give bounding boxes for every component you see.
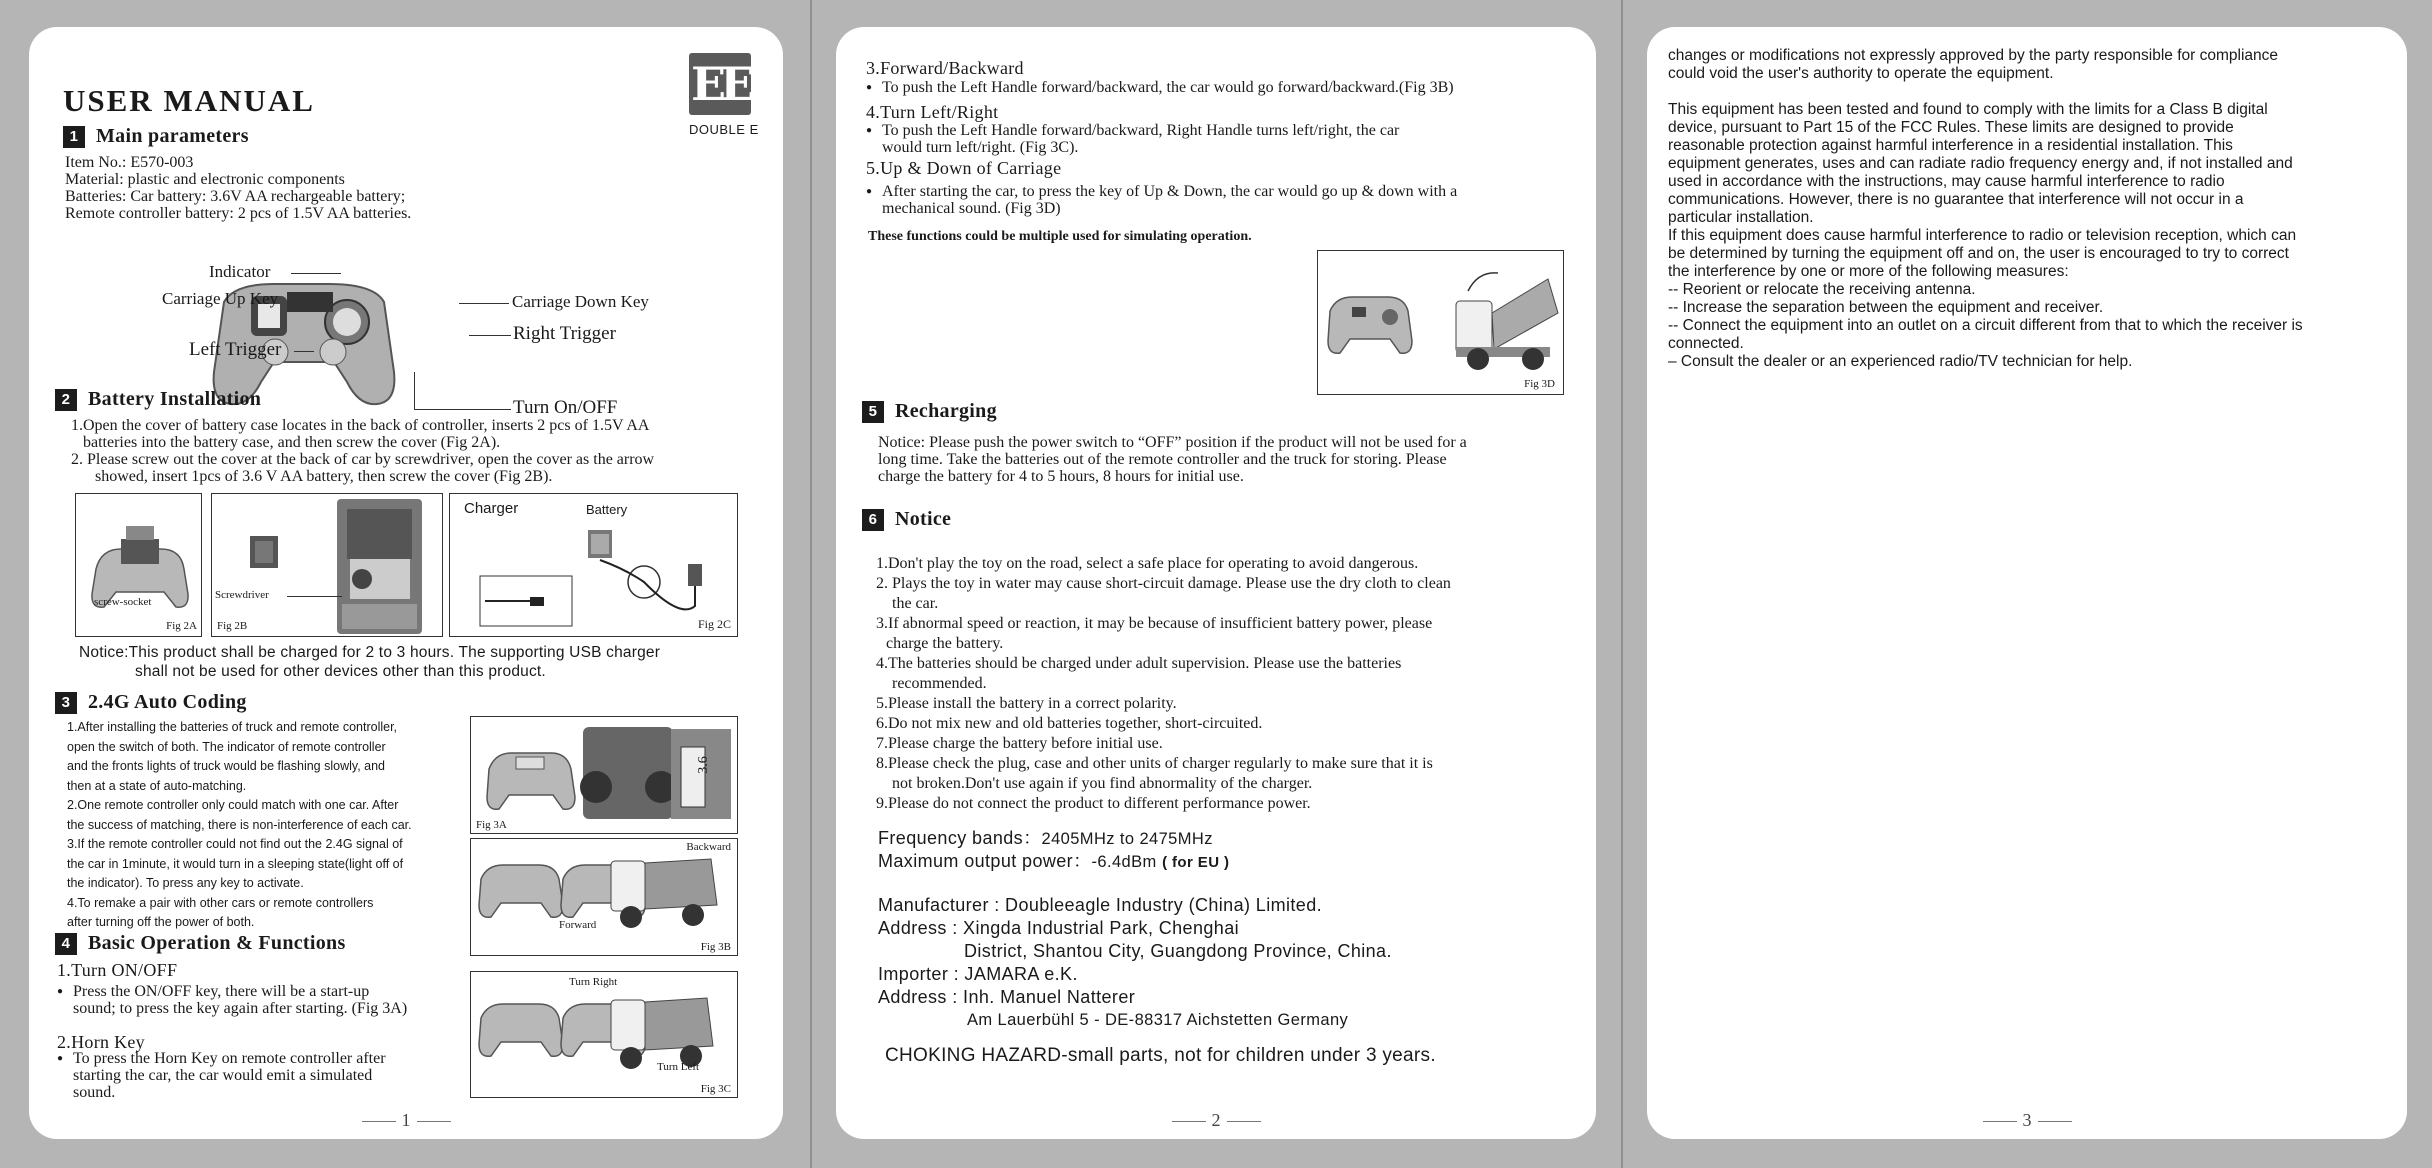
truck-back-illustration	[212, 494, 442, 636]
fcc-line: equipment generates, uses and can radiate radio frequency energy and, if not installed and	[1668, 155, 2293, 172]
coding-line: then at a state of auto-matching.	[67, 778, 247, 793]
controller-back-illustration	[76, 494, 201, 636]
callout-carriage-up: Carriage Up Key	[162, 289, 279, 308]
fig-2b-label: Fig 2B	[217, 620, 248, 632]
section-main-parameters	[63, 125, 249, 148]
fcc-line: used in accordance with the instructions, may cause harmful interference to radio	[1668, 173, 2225, 190]
address-line: Am Lauerbühl 5 - DE-88317 Aichstetten Germany	[967, 1011, 1349, 1029]
fcc-line: particular installation.	[1668, 209, 1814, 226]
instruction-line: showed, insert 1pcs of 3.6 V AA battery, then screw the cover (Fig 2B).	[95, 468, 553, 485]
notice-item: not broken.Don't use again if you find abnormality of the charger.	[892, 775, 1313, 792]
fcc-line: If this equipment does cause harmful interference to radio or television reception, which can	[1668, 227, 2297, 244]
section-number: 3	[55, 692, 77, 714]
turn-left-label: Turn Left	[657, 1061, 700, 1073]
notice-item: 4.The batteries should be charged under adult supervision. Please use the batteries	[876, 655, 1402, 672]
coding-line: 1.After installing the batteries of truck and remote controller,	[67, 720, 398, 734]
leader-line	[469, 335, 511, 336]
controller-truck-back-illustration	[471, 717, 737, 833]
fig-3c-label: Fig 3C	[700, 1083, 731, 1095]
coding-line: the success of matching, there is non-interference of each car.	[67, 817, 412, 832]
page-number-2	[836, 1110, 1596, 1131]
auto-coding-text	[67, 718, 412, 933]
forward-backward-heading: 3.Forward/Backward	[866, 58, 1024, 78]
address-line: Inh. Manuel Natterer	[963, 987, 1136, 1007]
operation-line: mechanical sound. (Fig 3D)	[882, 200, 1061, 217]
section-title: Basic Operation & Functions	[88, 932, 346, 954]
fcc-line: – Consult the dealer or an experienced radio/TV technician for help.	[1668, 353, 2133, 370]
recharging-line: charge the battery for 4 to 5 hours, 8 hours for initial use.	[878, 468, 1244, 485]
instruction-line: 2. Please screw out the cover at the back of car by screwdriver, open the cover as the arrow	[71, 451, 655, 468]
fcc-line: -- Connect the equipment into an outlet on a circuit different from that to which the receiver is	[1668, 317, 2303, 334]
figure-2b	[211, 493, 443, 637]
page-number-1	[29, 1110, 783, 1131]
battery-installation-text	[71, 417, 654, 485]
horn-key-text	[57, 1050, 477, 1101]
page-number: 1	[401, 1110, 411, 1130]
leader-line	[414, 409, 511, 410]
callout-carriage-down: Carriage Down Key	[512, 292, 649, 311]
instruction-line: batteries into the battery case, and then screw the cover (Fig 2A).	[83, 434, 501, 451]
section-title: Main parameters	[96, 125, 249, 147]
callout-left-trigger: Left Trigger	[189, 339, 282, 360]
manufacturer-info	[878, 894, 1392, 1032]
page-number-3	[1647, 1110, 2407, 1131]
operation-line: After starting the car, to press the key of Up & Down, the car would go up & down with a	[882, 183, 1458, 200]
notice-item: charge the battery.	[886, 635, 1004, 652]
battery-voltage-mark: 3.6	[695, 756, 711, 774]
charger-label: Charger	[464, 500, 519, 517]
figure-3c	[470, 971, 738, 1098]
notice-item: recommended.	[892, 675, 987, 692]
section-title: Recharging	[895, 400, 997, 422]
coding-line: 3.If the remote controller could not find out the 2.4G signal of	[67, 837, 403, 851]
power-value: -6.4dBm	[1091, 853, 1157, 871]
fcc-line: reasonable protection against harmful interference in a residential installation. This	[1668, 137, 2233, 154]
frequency-label: Frequency bands：	[878, 828, 1042, 848]
coding-line: and the fronts lights of truck would be flashing slowly, and	[67, 759, 385, 773]
logo-mark: EE	[690, 57, 750, 111]
section-number: 5	[862, 401, 884, 423]
callout-turn-onoff: Turn On/OFF	[513, 397, 618, 418]
fcc-line: be determined by turning the equipment off and on, the user is encouraged to try to correct	[1668, 245, 2289, 262]
notice-item: 1.Don't play the toy on the road, select a safe place for operating to avoid dangerous.	[876, 555, 1419, 572]
screwdriver-label: Screwdriver	[215, 589, 269, 601]
notice-item: 3.If abnormal speed or reaction, it may be because of insufficient battery power, please	[876, 615, 1433, 632]
carriage-heading: 5.Up & Down of Carriage	[866, 158, 1062, 178]
page-separator-2	[1621, 0, 1623, 1168]
recharging-text	[878, 434, 1467, 485]
page-number: 3	[2022, 1110, 2032, 1130]
param-line: Item No.: E570-003	[65, 154, 194, 171]
section-notice	[862, 508, 951, 531]
coding-line: the car in 1minute, it would turn in a sleeping state(light off of	[67, 856, 404, 871]
figure-2a	[75, 493, 202, 637]
turn-onoff-text	[57, 983, 477, 1017]
radio-specs	[878, 827, 1229, 874]
coding-line: after turning off the power of both.	[67, 915, 255, 929]
section-number: 2	[55, 389, 77, 411]
importer-line: Importer : JAMARA e.K.	[878, 964, 1078, 984]
main-parameters-text	[65, 154, 411, 222]
multiple-use-note: These functions could be multiple used for simulating operation.	[868, 229, 1252, 244]
section-basic-operation	[55, 932, 346, 955]
leader-line	[414, 372, 415, 409]
operation-line: would turn left/right. (Fig 3C).	[882, 139, 1079, 156]
power-note: ( for EU )	[1162, 854, 1230, 871]
notice-item: 2. Plays the toy in water may cause short-circuit damage. Please use the dry cloth to clean	[876, 575, 1451, 592]
manual-page-3	[1647, 27, 2407, 1139]
screw-socket-label: screw-socket	[94, 596, 152, 608]
address-line: Xingda Industrial Park, Chenghai	[963, 918, 1240, 938]
notice-item: 8.Please check the plug, case and other units of charger regularly to make sure that it is	[876, 755, 1433, 772]
coding-line: open the switch of both. The indicator of remote controller	[67, 739, 386, 754]
instruction-line: 1.Open the cover of battery case locates in the back of controller, inserts 2 pcs of 1.5V AA	[71, 417, 650, 434]
address-label: Address :	[878, 987, 958, 1007]
fcc-line: device, pursuant to Part 15 of the FCC Rules. These limits are designed to provide	[1668, 119, 2234, 136]
leader-line	[291, 273, 341, 274]
fig-3d-label: Fig 3D	[1524, 378, 1555, 390]
leader-line	[294, 351, 314, 352]
carriage-up-down-illustration	[1318, 251, 1563, 394]
section-battery-installation	[55, 388, 261, 411]
operation-line: To push the Left Handle forward/backward, Right Handle turns left/right, the car	[882, 122, 1400, 139]
fig-2a-label: Fig 2A	[166, 620, 197, 632]
section-title: 2.4G Auto Coding	[88, 691, 247, 713]
manual-page-1	[29, 27, 783, 1139]
choking-hazard-warning: CHOKING HAZARD-small parts, not for children under 3 years.	[885, 1045, 1436, 1066]
coding-line: 2.One remote controller only could match with one car. After	[67, 798, 399, 812]
figure-3d	[1317, 250, 1564, 395]
fcc-line: changes or modifications not expressly approved by the party responsible for compliance	[1668, 47, 2278, 64]
section-number: 6	[862, 509, 884, 531]
section-title: Notice	[895, 508, 952, 530]
notice-item: the car.	[892, 595, 939, 612]
manual-page-2	[836, 27, 1596, 1139]
notice-item: 7.Please charge the battery before initial use.	[876, 735, 1163, 752]
callout-right-trigger: Right Trigger	[513, 323, 616, 344]
operation-line: starting the car, the car would emit a simulated	[73, 1067, 373, 1084]
notice-item: 6.Do not mix new and old batteries together, short-circuited.	[876, 715, 1263, 732]
logo-text: DOUBLE E	[689, 122, 759, 137]
section-auto-coding	[55, 691, 247, 714]
operation-line: sound.	[73, 1084, 116, 1101]
recharging-line: long time. Take the batteries out of the remote controller and the truck for storing. Please	[878, 451, 1447, 468]
param-line: Batteries: Car battery: 3.6V AA rechargeable battery;	[65, 188, 406, 205]
notice-line: shall not be used for other devices other than this product.	[135, 663, 546, 680]
page-number: 2	[1211, 1110, 1221, 1130]
fig-3b-label: Fig 3B	[700, 941, 731, 953]
frequency-value: 2405MHz to 2475MHz	[1041, 830, 1213, 848]
fcc-spacer	[1668, 83, 2303, 101]
forward-backward-illustration	[471, 839, 737, 955]
operation-line: ● To push the Left Handle forward/backward, the car would go forward/backward.(Fig 3B)	[866, 79, 1586, 96]
turn-onoff-heading: 1.Turn ON/OFF	[57, 960, 178, 980]
figure-3b	[470, 838, 738, 956]
battery-label: Battery	[586, 502, 628, 517]
callout-indicator: Indicator	[209, 262, 271, 281]
section-number: 4	[55, 933, 77, 955]
turn-right-label: Turn Right	[569, 976, 618, 988]
figure-3a	[470, 716, 738, 834]
section-recharging	[862, 400, 997, 423]
section-number: 1	[63, 126, 85, 148]
fcc-line: connected.	[1668, 335, 1744, 352]
param-line: Remote controller battery: 2 pcs of 1.5V AA batteries.	[65, 205, 412, 222]
horn-key-heading: 2.Horn Key	[57, 1032, 145, 1052]
carriage-text	[866, 183, 1586, 217]
fcc-statement	[1668, 47, 2303, 371]
coding-line: 4.To remake a pair with other cars or remote controllers	[67, 895, 374, 910]
page-separator-1	[810, 0, 812, 1168]
fcc-line: communications. However, there is no guarantee that interference will not occur in a	[1668, 191, 2244, 208]
fcc-line: This equipment has been tested and found to comply with the limits for a Class B digital	[1668, 101, 2268, 118]
turn-left-right-heading: 4.Turn Left/Right	[866, 102, 999, 122]
forward-label: Forward	[559, 919, 597, 931]
notice-item: 9.Please do not connect the product to different performance power.	[876, 795, 1311, 812]
recharging-line: Notice: Please push the power switch to “OFF” position if the product will not be used for a	[878, 434, 1467, 451]
backward-label: Backward	[686, 841, 731, 853]
leader-line	[287, 596, 342, 597]
figure-2c	[449, 493, 738, 637]
section-title: Battery Installation	[88, 388, 262, 410]
double-e-logo	[689, 53, 751, 115]
charging-notice	[79, 643, 660, 681]
fcc-line: -- Increase the separation between the equipment and receiver.	[1668, 299, 2104, 316]
manual-title: USER MANUAL	[63, 83, 315, 118]
fig-3a-label: Fig 3A	[476, 819, 507, 831]
notice-item: 5.Please install the battery in a correct polarity.	[876, 695, 1177, 712]
address-line: District, Shantou City, Guangdong Province, China.	[964, 941, 1392, 961]
fcc-line: -- Reorient or relocate the receiving antenna.	[1668, 281, 1976, 298]
fig-2c-label: Fig 2C	[697, 617, 731, 631]
forward-backward-text	[866, 79, 1586, 96]
notice-list	[876, 554, 1451, 814]
notice-line: Notice:This product shall be charged for 2 to 3 hours. The supporting USB charger	[79, 644, 661, 661]
coding-line: the indicator). To press any key to activate.	[67, 876, 304, 890]
turn-left-right-text	[866, 122, 1586, 156]
leader-line	[459, 303, 509, 304]
fcc-line: the interference by one or more of the following measures:	[1668, 263, 2069, 280]
param-line: Material: plastic and electronic components	[65, 171, 345, 188]
manufacturer-line: Manufacturer : Doubleeagle Industry (China) Limited.	[878, 895, 1323, 915]
address-label: Address :	[878, 918, 958, 938]
operation-line: To press the Horn Key on remote controller after	[73, 1050, 386, 1067]
power-label: Maximum output power：	[878, 851, 1092, 871]
operation-line: sound; to press the key again after starting. (Fig 3A)	[73, 1000, 408, 1017]
fcc-line: could void the user's authority to operate the equipment.	[1668, 65, 2054, 82]
operation-line: Press the ON/OFF key, there will be a start-up	[73, 983, 370, 1000]
turn-left-right-illustration	[471, 972, 737, 1097]
